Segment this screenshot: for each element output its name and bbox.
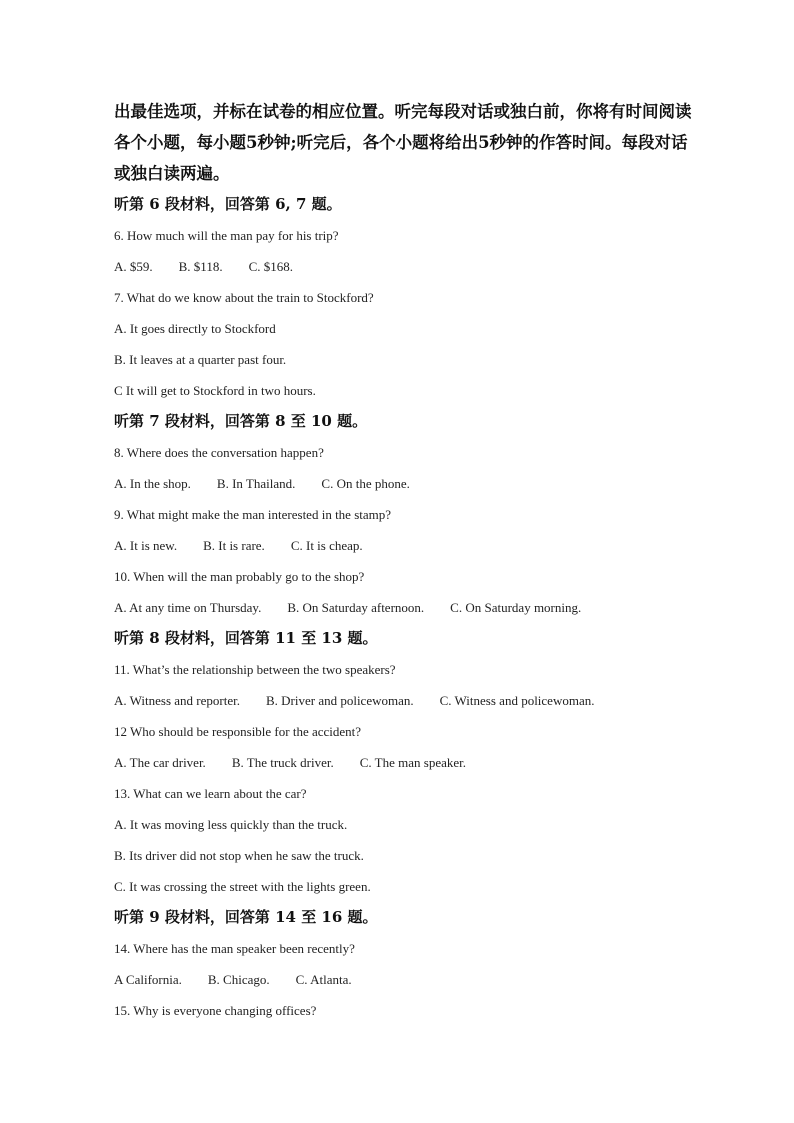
section-heading: 听第 9 段材料，回答第 14 至 16 题。 <box>114 908 378 926</box>
answer-option: B. Chicago. <box>207 972 270 987</box>
answer-option: B. On Saturday afternoon. <box>287 600 425 615</box>
answer-option: C. On Saturday morning. <box>450 600 582 615</box>
question-stem: 15. Why is everyone changing offices? <box>114 1003 317 1018</box>
answer-option: C. It is cheap. <box>290 538 363 553</box>
section-heading: 听第 8 段材料，回答第 11 至 13 题。 <box>114 629 378 647</box>
question-stem: 8. Where does the conversation happen? <box>114 445 324 460</box>
answer-option: C. The man speaker. <box>359 755 467 770</box>
option-row <box>114 964 694 995</box>
answer-option: C. Atlanta. <box>295 972 352 987</box>
answer-option: A. It goes directly to Stockford <box>114 321 276 336</box>
answer-option: B. The truck driver. <box>231 755 334 770</box>
answer-option: A. In the shop. <box>114 476 191 491</box>
answer-option: B. It is rare. <box>203 538 265 553</box>
question-stem: 9. What might make the man interested in the stamp? <box>114 507 392 522</box>
question-stem: 6. How much will the man pay for his trip? <box>114 228 339 243</box>
answer-option: C It will get to Stockford in two hours. <box>114 383 316 398</box>
answer-option: C. It was crossing the street with the lights green. <box>114 879 371 894</box>
answer-option: A. Witness and reporter. <box>114 693 240 708</box>
answer-option: B. $118. <box>178 259 223 274</box>
option-row <box>114 747 694 778</box>
option-row <box>114 251 694 282</box>
option-row <box>114 685 694 716</box>
question-stem: 10. When will the man probably go to the shop? <box>114 569 365 584</box>
page-content <box>114 96 694 1026</box>
answer-option: B. It leaves at a quarter past four. <box>114 352 287 367</box>
section-heading: 听第 7 段材料，回答第 8 至 10 题。 <box>114 412 368 430</box>
answer-option: A California. <box>114 972 182 987</box>
option-row <box>114 530 694 561</box>
instructions-line: 或独白读两遍。 <box>114 164 230 183</box>
question-stem: 11. What’s the relationship between the two speakers? <box>114 662 396 677</box>
answer-option: B. Driver and policewoman. <box>265 693 414 708</box>
option-row <box>114 592 694 623</box>
instructions-line: 出最佳选项，并标在试卷的相应位置。听完每段对话或独白前，你将有时间阅读 <box>114 102 692 121</box>
question-stem: 12 Who should be responsible for the accident? <box>114 724 362 739</box>
answer-option: A. It was moving less quickly than the truck. <box>114 817 348 832</box>
answer-option: B. In Thailand. <box>216 476 296 491</box>
question-stem: 7. What do we know about the train to Stockford? <box>114 290 374 305</box>
answer-option: C. Witness and policewoman. <box>439 693 595 708</box>
section-heading: 听第 6 段材料，回答第 6, 7 题。 <box>114 195 342 213</box>
option-row <box>114 468 694 499</box>
answer-option: A. $59. <box>114 259 153 274</box>
question-stem: 14. Where has the man speaker been recently? <box>114 941 355 956</box>
answer-option: A. At any time on Thursday. <box>114 600 262 615</box>
answer-option: C. $168. <box>248 259 294 274</box>
answer-option: C. On the phone. <box>321 476 410 491</box>
answer-option: A. It is new. <box>114 538 178 553</box>
question-stem: 13. What can we learn about the car? <box>114 786 307 801</box>
answer-option: A. The car driver. <box>114 755 206 770</box>
answer-option: B. Its driver did not stop when he saw the truck. <box>114 848 364 863</box>
instructions-paragraph <box>114 96 694 189</box>
instructions-line: 各个小题，每小题5秒钟;听完后，各个小题将给出5秒钟的作答时间。每段对话 <box>114 133 688 152</box>
